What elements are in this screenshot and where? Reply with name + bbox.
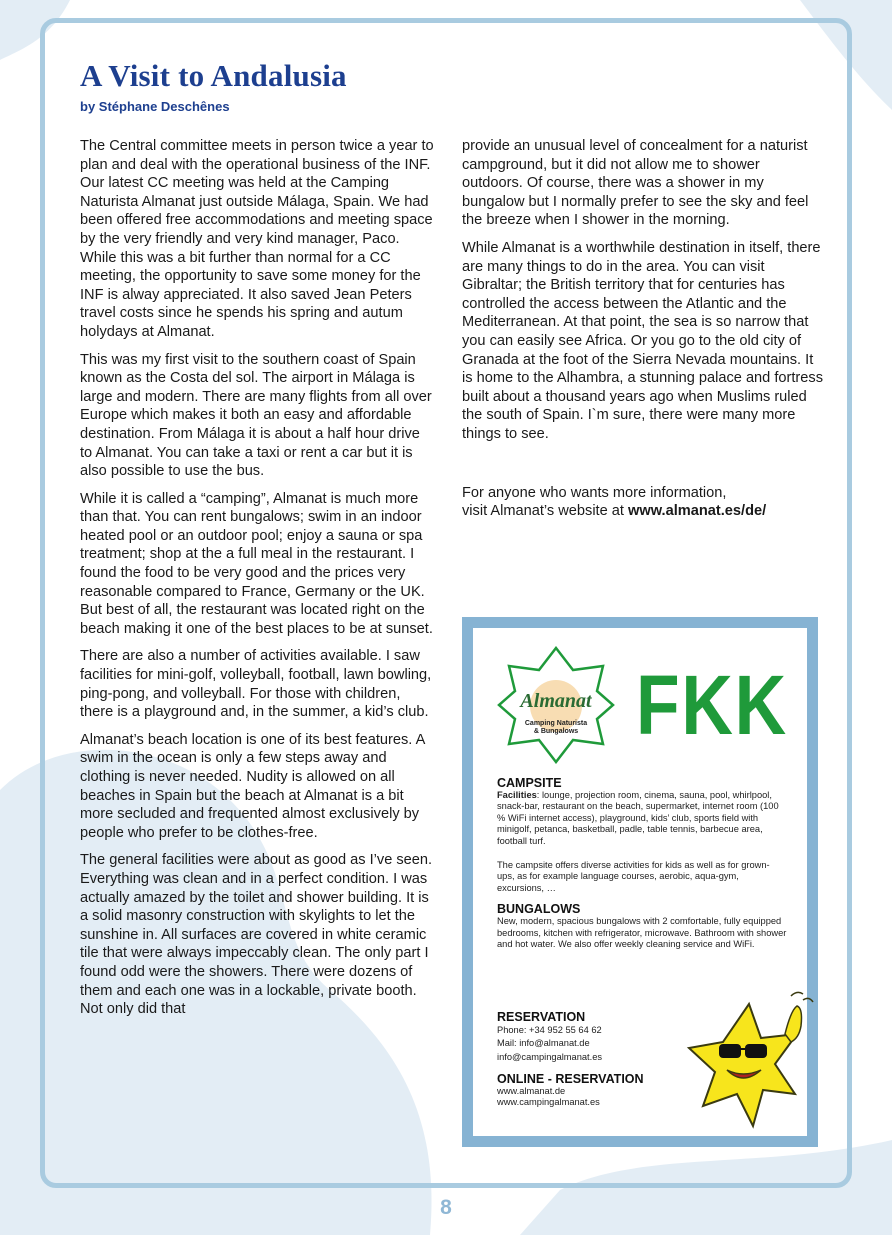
almanat-advertisement: [462, 617, 818, 1147]
star-mascot-icon: [679, 986, 819, 1136]
facilities-list: : lounge, projection room, cinema, sauna, pool, whirlpool, snack-bar, restaurant on the beach, supermarket, internet room (100 % WiFi internet access), playground, kids’ club, sports field with minigolf, petanca, basketball, padle, table tennis, barbecue area, football turf.: [497, 789, 779, 846]
paragraph: There are also a number of activities available. I saw facilities for mini-golf, volleyball, football, lawn bowling, ping-pong, and volleyball. For those with children, there is a playground and, in the summer, a kid’s club.: [80, 648, 432, 721]
article-column-left: [80, 137, 436, 1028]
logo-name: Almanat: [520, 690, 592, 712]
online-reservation-heading: ONLINE - RESERVATION: [497, 1072, 644, 1087]
website-2[interactable]: www.campingalmanat.es: [497, 1097, 600, 1108]
website-1[interactable]: www.almanat.de: [497, 1085, 566, 1096]
reservation-heading: RESERVATION: [497, 1010, 586, 1024]
facilities-text: [497, 790, 787, 848]
facilities-label: Facilities: [497, 789, 537, 800]
paragraph: The general facilities were about as good as I’ve seen. Everything was clean and in a perfect condition. I was actually amazed by the toilet and shower building. It is a solid masonry construction with skylights to let the sunshine in. All surfaces are covered in white ceramic tile that were always impeccably clean. The only part I found odd were the showers. There were dozens of them and each one was in a lockable, private booth. Not only did that: [80, 852, 433, 1018]
paragraph: The Central committee meets in person twice a year to plan and deal with the operational business of the INF. Our latest CC meeting was held at the Camping Naturista Almanat just outside Málaga, Spain. We had been offered free accommodations and meeting space by the very friendly and very kind manager, Paco. While this was a bit further than normal for a CC meeting, the opportunity to save some money for the INF is alway appreciated. It also saved Jean Peters travel costs since he spends his spring and autum holydays at Almanat.: [80, 138, 434, 340]
closing-line-2: visit Almanat’s website at: [462, 503, 629, 520]
article-column-right: [462, 137, 824, 530]
ad-panel: [473, 628, 807, 1136]
campsite-heading: CAMPSITE: [497, 776, 562, 790]
reservation-section: [497, 1012, 677, 1109]
article-title: A Visit to Andalusia: [80, 58, 347, 93]
logo-subtitle-1: Camping Naturista: [524, 720, 588, 727]
mail-secondary: info@campingalmanat.es: [497, 1051, 603, 1062]
fkk-heading: FKK: [636, 658, 788, 752]
mail: Mail: info@almanat.de: [497, 1038, 590, 1049]
activities-text: The campsite offers diverse activities for kids as well as for grown-ups, as for example language courses, aerobic, aqua-gym, excursions, …: [497, 859, 770, 893]
logo-subtitle-2: & Bungalows: [533, 728, 579, 735]
byline: by Stéphane Deschênes: [80, 99, 230, 114]
website-link[interactable]: www.almanat.es/de/: [628, 503, 767, 520]
paragraph: While Almanat is a worthwhile destination in itself, there are many things to do in the area. You can visit Gibraltar; the British territory that for centuries has controlled the access between the Atlantic and the Mediterranean. At that point, the sea is so narrow that you can easily see Africa. Or you go to the old city of Granada at the foot of the Sierra Nevada mountains. It is home to the Alhambra, a stunning palace and fortress built about a thousand years ago when Muslims ruled the south of Spain. I`m sure, there were many more things to see.: [462, 239, 824, 442]
paragraph: Almanat’s beach location is one of its best features. A swim in the ocean is only a few steps away and clothing is never needed. Nudity is allowed on all beaches in Spain but the beach at Almanat is a bit more secluded and frequented almost exclusively by people who prefer to be clothes-free.: [80, 731, 425, 841]
closing-line-1: For anyone who wants more information,: [462, 484, 727, 501]
paragraph: This was my first visit to the southern coast of Spain known as the Costa del sol. The airport in Málaga is large and modern. There are many flights from all over Europe which makes it both an easy and affordable destination. From Málaga it is about a half hour drive to Almanat. You can take a taxi or rent a car but it is also possible to use the bus.: [80, 351, 432, 480]
bungalows-heading: BUNGALOWS: [497, 902, 581, 917]
campsite-section: [497, 778, 787, 951]
page-number: 8: [440, 1196, 452, 1219]
paragraph: While it is called a “camping”, Almanat is much more than that. You can rent bungalows; swim in an indoor heated pool or an outdoor pool; enjoy a sauna or spa treatment; shop at the a full meal in the restaurant. I found the food to be very good and the prices very reasonable compared to France, Germany or the UK. But best of all, the restaurant was located right on the beach making it one of the best places to be at sunset.: [80, 490, 433, 637]
phone: Phone: +34 952 55 64 62: [497, 1024, 602, 1035]
paragraph: provide an unusual level of concealment for a naturist campground, but it did not allow me to shower outdoors. Of course, there was a shower in my bungalow but I normally prefer to see the sky and feel the breeze when I shower in the morning.: [462, 138, 809, 229]
closing-paragraph: [462, 484, 824, 521]
bungalows-text: New, modern, spacious bungalows with 2 comfortable, fully equipped bedrooms, kitchen with refrigerator, microwave. Bathroom with shower and hot water. We also offer weekly cleaning service and WiFi.: [497, 915, 787, 950]
